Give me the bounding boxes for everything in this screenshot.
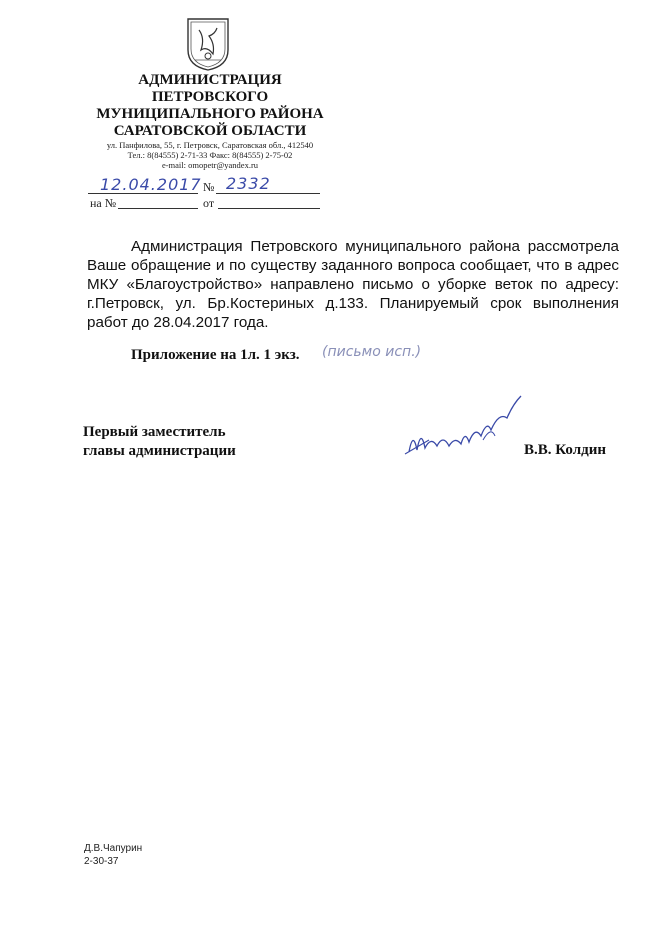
org-line: АДМИНИСТРАЦИЯ — [138, 72, 282, 88]
attachment-handwritten-note: (письмо исп.) — [322, 344, 422, 360]
from-label: от — [203, 196, 215, 210]
attachment-label: Приложение на 1л. 1 экз. — [131, 347, 300, 363]
date-line — [88, 193, 198, 194]
letter-body — [87, 237, 619, 332]
reply-date-line — [218, 208, 320, 209]
signature-icon — [395, 390, 535, 470]
signer-title — [83, 423, 236, 461]
org-line: САРАТОВСКОЙ ОБЛАСТИ — [113, 123, 307, 139]
number-label: № — [203, 180, 215, 194]
address: ул. Панфилова, 55, г. Петровск, Саратовская обл., 412540 — [106, 140, 314, 150]
reply-number-line — [118, 208, 198, 209]
org-line: МУНИЦИПАЛЬНОГО РАЙОНА — [96, 106, 324, 122]
date-handwritten: 12.04.2017 — [100, 175, 202, 194]
organization-contacts — [70, 140, 350, 170]
organization-title — [70, 72, 350, 140]
body-paragraph: Администрация Петровского муниципального района рассмотрела Ваше обращение и по существу заданного вопроса сообщает, что в адрес МКУ «Благоустройство» направлено письмо о уборке веток по адресу: г.Петровск, ул. Бр.Костериных д.133. Планируемый срок выполнения работ до 28.04.2017 года. — [87, 238, 619, 331]
signer-name: В.В. Колдин — [524, 442, 606, 458]
signer-title-line: главы администрации — [83, 443, 236, 459]
org-line: ПЕТРОВСКОГО — [151, 89, 269, 105]
coat-of-arms-icon — [185, 16, 231, 72]
phone: Тел.: 8(84555) 2-71-33 Факс: 8(84555) 2-75-02 — [127, 150, 293, 160]
number-handwritten: 2332 — [226, 174, 271, 193]
signer-title-line: Первый заместитель — [83, 424, 226, 440]
email: e-mail: omopetr@yandex.ru — [161, 160, 259, 170]
reply-to-label: на № — [90, 196, 117, 210]
executor-info — [84, 842, 142, 868]
executor-phone: 2-30-37 — [84, 856, 119, 867]
number-line — [216, 193, 320, 194]
executor-name: Д.В.Чапурин — [84, 843, 143, 854]
